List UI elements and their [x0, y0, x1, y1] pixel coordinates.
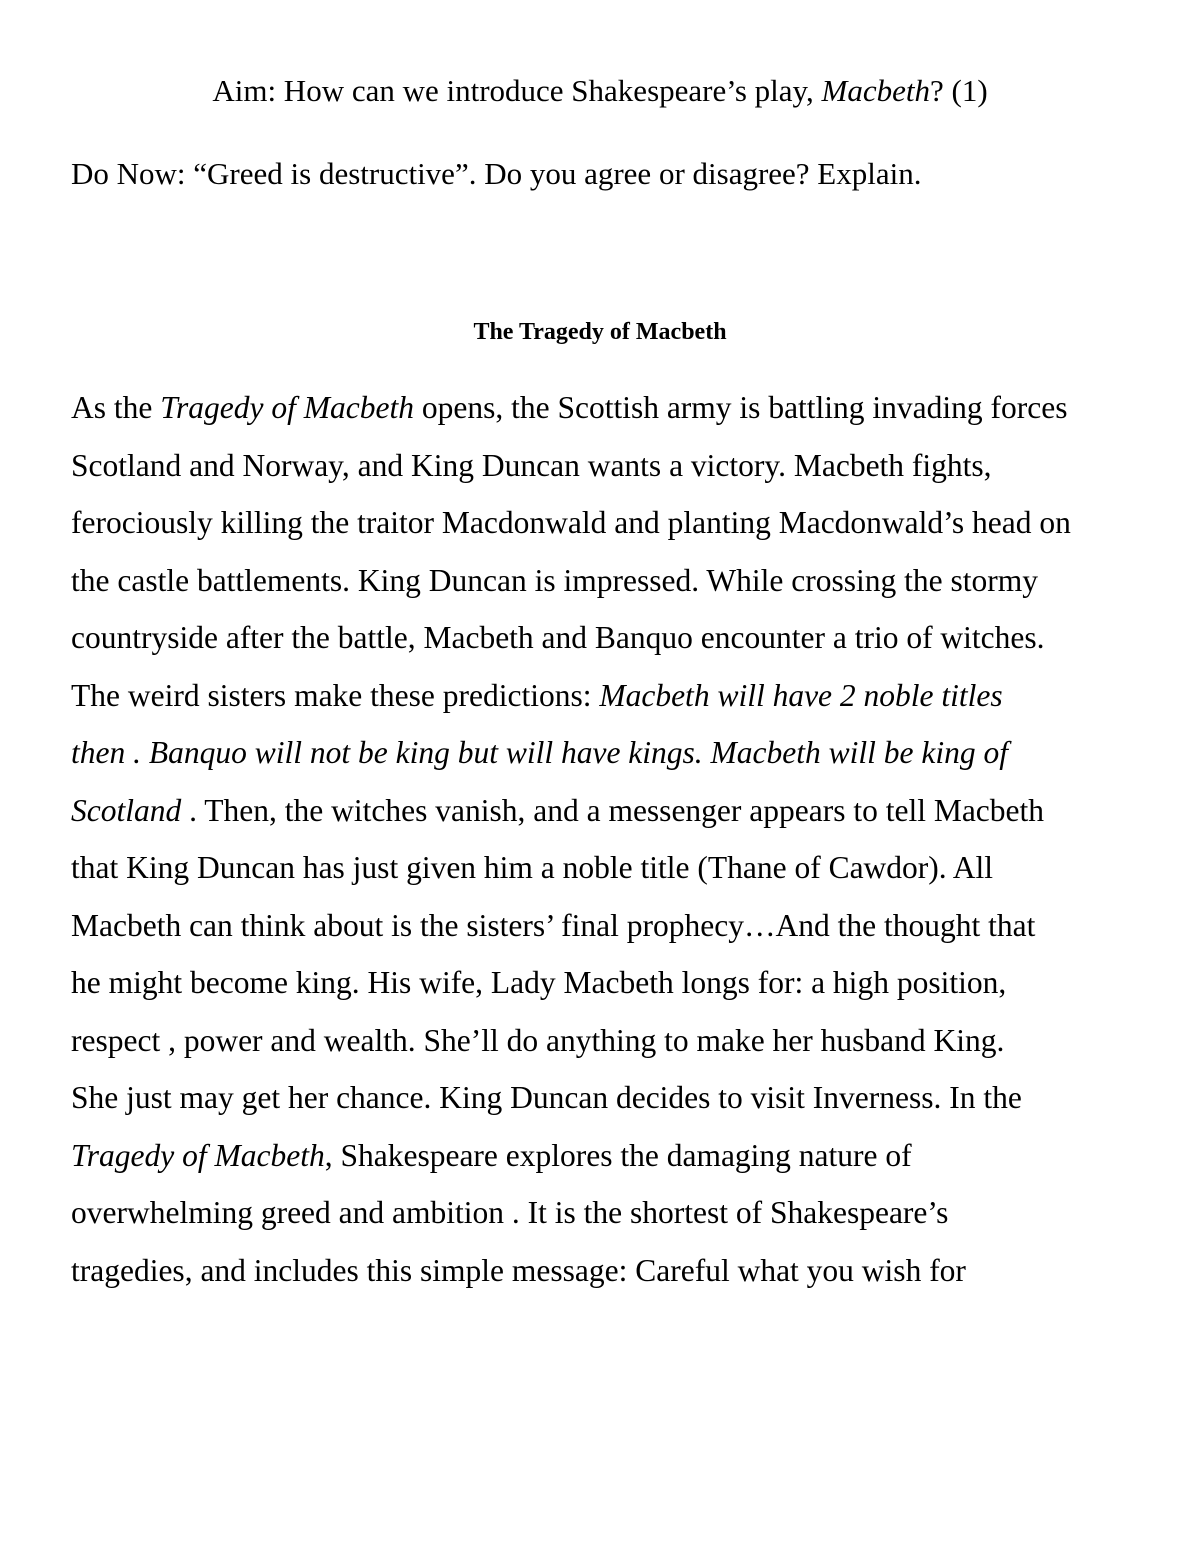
aim-prefix: Aim: How can we introduce Shakespeare’s play, [212, 73, 822, 108]
passage-line: She just may get her chance. King Duncan decides to visit Inverness. In the [71, 1080, 1022, 1115]
text-span: The weird sisters make these predictions: [71, 677, 600, 713]
passage-body [71, 386, 1151, 1306]
passage-line: countryside after the battle, Macbeth and Banquo encounter a trio of witches. [71, 620, 1045, 655]
passage-title: The Tragedy of Macbeth [473, 319, 727, 345]
text-span: As the [71, 390, 161, 425]
passage-line: overwhelming greed and ambition . It is the shortest of Shakespeare’s [71, 1195, 949, 1230]
text-span: opens, the Scottish army is battling invading forces [413, 390, 1068, 425]
passage-line: that King Duncan has just given him a noble title (Thane of Cawdor). All [71, 850, 994, 885]
passage-line: respect , power and wealth. She’ll do anything to make her husband King. [71, 1022, 1005, 1058]
text-span: , Shakespeare explores the damaging nature of [324, 1137, 912, 1173]
aim-suffix: ? (1) [930, 73, 988, 108]
aim-play-title: Macbeth [821, 73, 930, 108]
passage-line [71, 674, 1151, 732]
italic-span: Macbeth will have 2 noble titles [599, 677, 1003, 713]
passage-line: tragedies, and includes this simple message: Careful what you wish for [71, 1252, 966, 1288]
passage-line [71, 386, 1151, 444]
italic-span: Tragedy of Macbeth [71, 1137, 325, 1173]
aim-line [0, 71, 1200, 111]
passage-line [71, 731, 1151, 789]
passage-line: Macbeth can think about is the sisters’ final prophecy…And the thought that [71, 907, 1036, 943]
text-span: . Then, the witches vanish, and a messenger appears to tell Macbeth [181, 792, 1045, 828]
passage-line: he might become king. His wife, Lady Macbeth longs for: a high position, [71, 965, 1007, 1000]
italic-span: Scotland [71, 792, 182, 828]
passage-line: Scotland and Norway, and King Duncan wants a victory. Macbeth fights, [71, 447, 992, 483]
italic-span: Tragedy of Macbeth [160, 390, 414, 425]
passage-line [71, 1134, 1151, 1192]
passage-line [71, 789, 1151, 847]
passage-line: ferociously killing the traitor Macdonwald and planting Macdonwald’s head on [71, 505, 1071, 540]
italic-span: then . Banquo will not be king but will have kings. Macbeth will be king of [71, 735, 1008, 770]
passage-line: the castle battlements. King Duncan is impressed. While crossing the stormy [71, 562, 1038, 598]
do-now-line: Do Now: “Greed is destructive”. Do you agree or disagree? Explain. [71, 156, 922, 191]
